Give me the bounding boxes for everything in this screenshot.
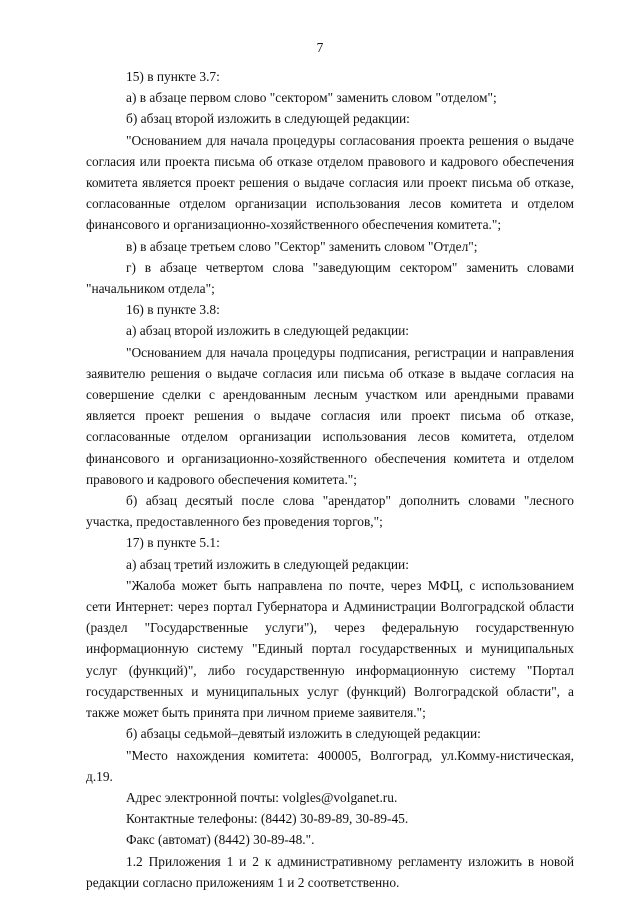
paragraph-15a: а) в абзаце первом слово "сектором" заменить словом "отделом"; bbox=[126, 90, 497, 106]
paragraph-email: Адрес электронной почты: volgles@volganet.ru. bbox=[126, 789, 398, 805]
paragraph-address: "Место нахождения комитета: 400005, Волгоград, ул.Комму-нистическая, д.19. bbox=[86, 747, 574, 784]
paragraph-1-2: 1.2 Приложения 1 и 2 к административному регламенту изложить в новой редакции согласно приложениям 1 и 2 соответственно. bbox=[86, 853, 574, 890]
paragraph-17b: б) абзацы седьмой–девятый изложить в следующей редакции: bbox=[126, 726, 481, 742]
paragraph-15b: б) абзац второй изложить в следующей редакции: bbox=[126, 111, 410, 127]
paragraph-phones: Контактные телефоны: (8442) 30-89-89, 30-89-45. bbox=[126, 811, 409, 827]
paragraph-15v: в) в абзаце третьем слово "Сектор" заменить словом "Отдел"; bbox=[126, 238, 478, 254]
paragraph-16a: а) абзац второй изложить в следующей редакции: bbox=[126, 323, 410, 339]
document-body bbox=[86, 66, 574, 893]
paragraph-15g: г) в абзаце четвертом слова "заведующим сектором" заменить словами "начальником отдела"; bbox=[86, 259, 574, 297]
paragraph-17a-quote: "Жалоба может быть направлена по почте, через МФЦ, с использованием сети Интернет: через портал Губернатора и Администрации Волгоградской области (раздел "Государственные услуги"), через федеральную государственную информационную систему "Единый портал государственных и муниципальных услуг (функций)", либо государственную информационную систему "Портал государственных и муниципальных услуг (функций) Волгоградской области", а также может быть принята при личном приеме заявителя."; bbox=[86, 577, 574, 721]
paragraph-15b-quote: "Основанием для начала процедуры согласования проекта решения о выдаче согласия или проекта письма об отказе отделом правового и кадрового обеспечения комитета является проект решения о выдаче согласия или проект письма об отказе, согласованные отделом организации использования лесов комитета и отделом финансового и организационно-хозяйственного обеспечения комитета."; bbox=[86, 132, 574, 233]
paragraph-17-header: 17) в пункте 5.1: bbox=[126, 535, 220, 551]
paragraph-15-header: 15) в пункте 3.7: bbox=[126, 69, 220, 84]
paragraph-fax: Факс (автомат) (8442) 30-89-48.". bbox=[126, 832, 315, 848]
paragraph-16b: б) абзац десятый после слова "арендатор" дополнить словами "лесного участка, предоставленного без проведения торгов,"; bbox=[86, 493, 574, 530]
paragraph-16-header: 16) в пункте 3.8: bbox=[126, 302, 220, 318]
paragraph-16a-quote: "Основанием для начала процедуры подписания, регистрации и направления заявителю решения о выдаче согласия или письма об отказе в выдаче согласия на совершение сделки с арендованным лесным участком или арендными правами является проект решения о выдаче согласия или проект письма об отказе, согласованные отделом организации использования лесов комитета, отделом финансового и организационно-хозяйственного обеспечения комитета и отделом правового и кадрового обеспечения комитета."; bbox=[86, 344, 574, 487]
page-number: 7 bbox=[316, 40, 324, 55]
paragraph-17a: а) абзац третий изложить в следующей редакции: bbox=[126, 556, 409, 572]
